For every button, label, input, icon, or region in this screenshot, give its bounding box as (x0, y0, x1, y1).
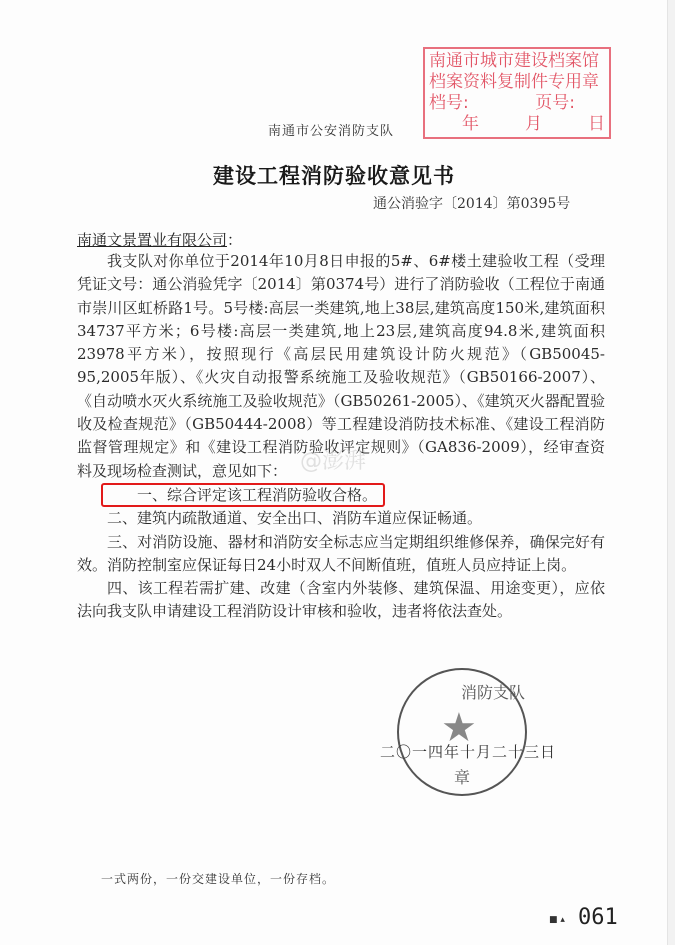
seal-arc-text: 消防支队 (461, 683, 526, 702)
month-label: 月 (525, 114, 542, 134)
official-seal (397, 668, 527, 796)
intro-paragraph: 我支队对你单位于2014年10月8日申报的5#、6#楼土建验收工程（受理凭证文号：通公消验凭字〔2014〕第0374号）进行了消防验收（工程位于南通市崇川区虹桥路1号。5号楼:高层一类建筑,地上38层,建筑高度150米,建筑面积34737平方米；6号楼:高层一类建筑,地上23层,建筑高度94.8米,建筑面积23978平方米），按照现行《高层民用建筑设计防火规范》（GB50045-95,2005年版）、《火灾自动报警系统施工及验收规范》（GB50166-2007）、《自动喷水灭火系统施工及验收规范》（GB50261-2005）、《建筑灭火器配置验收及检查规范》（GB50444-2008）等工程建设消防技术标准、《建设工程消防监督管理规定》和《建设工程消防验收评定规则》（GA836-2009），经审查资料及现场检查测试，意见如下： (77, 252, 605, 480)
day-label: 日 (588, 114, 605, 134)
stamp-line-3 (429, 93, 605, 114)
addressee (77, 229, 242, 250)
page-number: 061 (578, 905, 618, 930)
document-title: 建设工程消防验收意见书 (213, 164, 455, 188)
addressee-name: 南通文景置业有限公司 (77, 231, 228, 249)
addressee-suffix: ： (227, 231, 243, 249)
highlighted-conclusion: 一、综合评定该工程消防验收合格。 (101, 483, 385, 507)
page-edge (667, 0, 675, 945)
item-3: 三、对消防设施、器材和消防安全标志应当定期组织维修保养，确保完好有效。消防控制室应保证每日24小时双人不间断值班，值班人员应持证上岗。 (77, 532, 605, 574)
watermark: @澎湃 (300, 449, 367, 474)
archive-no-label: 档号: (429, 93, 469, 113)
stamp-line-2: 档案资料复制件专用章 (429, 72, 599, 92)
item-1 (77, 483, 605, 507)
stamp-line-4 (429, 114, 605, 135)
issuer: 南通市公安消防支队 (268, 124, 395, 139)
item-2: 二、建筑内疏散通道、安全出口、消防车道应保证畅通。 (107, 509, 483, 528)
issue-date: 二〇一四年十月二十三日 (380, 743, 557, 761)
document-body (77, 250, 605, 624)
page-mark: ■ ▴ (549, 915, 565, 925)
star-icon: ★ (441, 705, 477, 751)
document-number: 通公消验字〔2014〕第0395号 (373, 196, 571, 212)
seal-bottom-text: 章 (454, 768, 471, 787)
stamp-line-1: 南通市城市建设档案馆 (429, 51, 599, 71)
copies-note: 一式两份，一份交建设单位，一份存档。 (101, 872, 336, 886)
archive-copy-stamp (423, 47, 611, 139)
item-4: 四、该工程若需扩建、改建（含室内外装修、建筑保温、用途变更），应依法向我支队申请建设工程消防设计审核和验收，违者将依法查处。 (77, 579, 605, 621)
page-no-label: 页号: (535, 93, 575, 113)
year-label: 年 (462, 114, 479, 134)
